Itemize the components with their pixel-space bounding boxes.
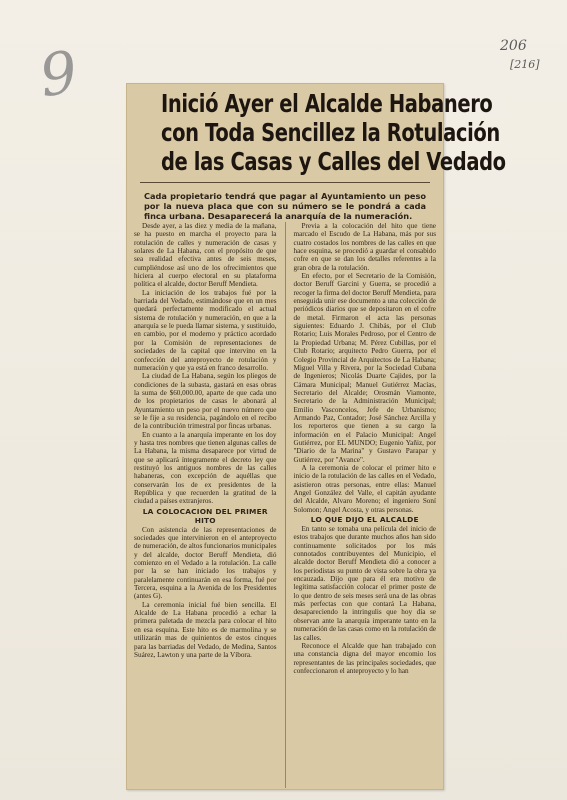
article-column-left (134, 222, 277, 788)
column-divider (285, 222, 286, 788)
paragraph: En tanto se tomaba una película del inicio de estos trabajos que durante muchos años han sido continuamente solicitados por los más connotados contribuyentes del Municipio, el alcalde doctor Beruff Mendieta dió a conocer a los periodistas su punto de vista sobre la obra ya encauzada. Dijo que para él era motivo de legítima satisfacción colocar el primer poste de lo que dentro de seis meses será una de las obras más perfectas con que contará La Habana, desapareciendo la intringulis que hoy día se observan ante la anarquía imperante tanto en la numeración de las casas como en la rotulación de las calles. (293, 525, 436, 642)
section-heading: LO QUE DIJO EL ALCALDE (310, 515, 419, 525)
paragraph: Con asistencia de las representaciones de sociedades que intervinieron en el anteproyecto de numeración, de altos funcionarios municipales y del alcalde, doctor Beruff Mendieta, dió comienzo en el Vedado a la rotulación. La calle por la se han iniciado los trabajos y paralelamente continuarán en esa forma, fué por Tercera, esquina a la Avenida de los Presidentes (antes G). (134, 525, 277, 601)
paragraph: La ceremonia inicial fué bien sencilla. El Alcalde de La Habana procedió a echar la primera paletada de mezcla para colocar el hito en esa esquina. Este hito es de marmolina y se utilizarán mas de quinientos de estos cinques para las barriadas del Vedado, de Medina, Santos Suárez, Lawton y una parte de la Víbora. (134, 600, 277, 659)
section-heading: LA COLOCACION DEL PRIMER HITO (142, 506, 268, 525)
page-number: 206 (500, 38, 527, 54)
paragraph: La iniciación de los trabajos fué por la barriada del Vedado, estimándose que en un mes quedará perfectamente modificado el actual sistema de rotulación y numeración, en que a la anarquía se le pueda llamar sistema, y sustituido, en cambio, por el moderno y práctico acordado por la Comisión de representaciones de sociedades de la capital que intervino en la confección del anteproyecto de rotulación y numeración y que ya está en franco desarrollo. (134, 288, 277, 372)
headline-rule (140, 182, 430, 183)
paragraph: En cuanto a la anarquía imperante en los doy y hasta tres nombres que tienen algunas calles de La Habana, la misma desaparece por virtud de que se aplicará íntegramente el decreto ley que restituyó los antiguos nombres de las calles habaneras, con excepción de aquéllas que conservarán los de ex presidentes de la República y que recuerden la gratitud de la ciudad a países extranjeros. (134, 430, 277, 506)
headline (160, 89, 506, 176)
headline-line-2: con Toda Sencillez la Rotulación (160, 118, 500, 147)
paragraph: Reconoce el Alcalde que han trabajado con una constancia digna del mayor encomio los representantes de las principales sociedades, que confeccionaron el anteproyecto y lo han (293, 641, 436, 675)
subheadline: Cada propietario tendrá que pagar al Ayuntamiento un peso por la nueva placa que con su número se le pondrá a cada finca urbana. Desaparecerá la anarquía de la numeración. (144, 191, 426, 221)
article-body (134, 222, 436, 788)
headline-line-3: de las Casas y Calles del Vedado (160, 147, 506, 176)
page-number-bracketed: [216] (510, 58, 540, 71)
paragraph: Desde ayer, a las diez y media de la mañana, se ha puesto en marcha el proyecto para la rotulación de calles y numeración de casas y solares de La Habana, con el propósito de que sea realidad efectiva antes de seis meses, cumpliéndose así uno de los ofrecimientos que hiciera al cuerpo electoral en su plataforma política el alcalde, doctor Beruff Mendieta. (134, 222, 277, 289)
headline-line-1: Inició Ayer el Alcalde Habanero (160, 89, 493, 118)
article-column-right (294, 222, 437, 788)
paragraph: Previa a la colocación del hito que tiene marcado el Escudo de La Habana, más por sus cuatro costados los nombres de las calles en que hace esquina, se procedió a guardar el consabido cofre en que se dan los detalles referentes a la gran obra de la rotulación. (293, 222, 436, 272)
pencil-mark: 9 (35, 37, 82, 111)
paragraph: A la ceremonia de colocar el primer hito e inicio de la rotulación de las calles en el Vedado, asistieron otras personas, entre ellas: Manuel Angel González del Valle, el capitán ayudante del Alcalde, Alvaro Moreno; el ingeniero Soní Solomon; Angel Acosta, y otras personas. (293, 463, 436, 514)
paragraph: La ciudad de La Habana, según los pliegos de condiciones de la subasta, gastará en esas obras la suma de $60,000.00, aparte de que cada uno de los propietarios de casas le abonará al Ayuntamiento un peso por el nuevo número que se le fije a su residencia, pagándolo en el recibo de la contribución trimestral por fincas urbanas. (134, 372, 277, 431)
paragraph: En efecto, por el Secretario de la Comisión, doctor Beruff Garcini y Guerra, se procedió a recoger la firma del doctor Beruff Mendieta, para enseguida unir ese documento a una colección de periódicos diarios que se depositaron en el cofre de metal. Firmaron el acta las personas siguientes: Eduardo J. Chibás, por el Club Rotario; Luis Morales Pedroso, por el Centro de la Propiedad Urbana; M. Pérez Cubillas, por el Club Rotario; arquitecto Pedro Guerra, por el Colegio Provincial de Arquitectos de La Habana; Miguel Villa y Rivera, por la Sociedad Cubana de Ingenieros; Nicolás Duarte Cajides, por la Cámara Municipal; Manuel Gutiérrez Macías, Secretario del Alcalde; Orosmán Viamonte, Secretario de la Administración Municipal; Emilio Vasconcelos, Jefe de Urbanismo; Armando Paz, Contador; José Sánchez Arcilla y los reporteros que tienen a su cargo la información en el Palacio Municipal: Angel Gutiérrez, por EL MUNDO; Eugenio Yañiz, por "Diario de la Marina" y Gustavo Parapar y Gutiérrez, por "Avance". (293, 272, 436, 464)
newspaper-clipping (126, 83, 506, 790)
